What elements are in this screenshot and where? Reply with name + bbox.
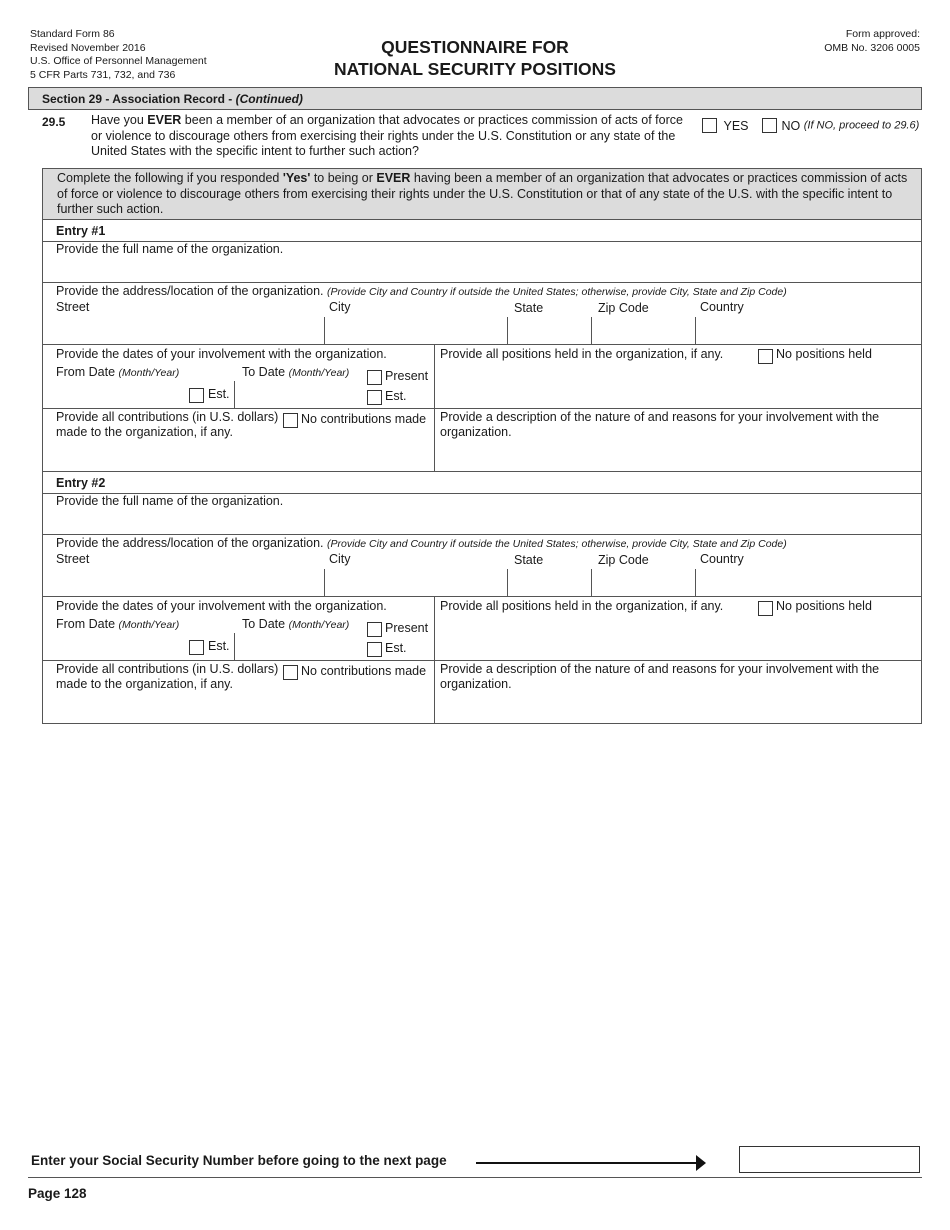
from-date-text: From Date (56, 365, 116, 379)
country-label: Country (700, 300, 744, 314)
no-note: (If NO, proceed to 29.6) (803, 119, 920, 132)
question-text-ever: EVER (147, 113, 182, 127)
no-contributions-checkbox[interactable] (283, 413, 298, 428)
address-note: (Provide City and Country if outside the United States; otherwise, provide City, State and Zip Code) (327, 538, 787, 550)
state-label: State (514, 553, 544, 567)
from-est-checkbox[interactable] (189, 388, 204, 403)
approval-line1: Form approved: (845, 28, 920, 40)
section-header (28, 87, 922, 110)
contributions-label-1: Provide all contributions (in U.S. dollars) (56, 410, 279, 424)
yes-label: YES (723, 118, 749, 133)
section-title: Section 29 - Association Record - (42, 92, 236, 106)
address-label (56, 284, 787, 301)
entry-title: Entry #1 (56, 224, 106, 238)
contributions-label-2: made to the organization, if any. (56, 425, 233, 439)
no-contributions-checkbox[interactable] (283, 665, 298, 680)
street-label: Street (56, 300, 90, 314)
description-label-2: organization. (440, 677, 512, 691)
to-date-text: To Date (242, 617, 286, 631)
instruction-band (42, 168, 922, 220)
state-field[interactable] (508, 317, 591, 344)
address-note: (Provide City and Country if outside the United States; otherwise, provide City, State and Zip Code) (327, 286, 787, 298)
yes-checkbox[interactable] (702, 118, 717, 133)
from-date-label (56, 365, 179, 382)
street-field[interactable] (56, 569, 324, 596)
entry-1 (42, 220, 922, 472)
to-date-field[interactable] (238, 633, 363, 660)
divider (43, 282, 921, 283)
city-label: City (329, 552, 351, 566)
form-title-line2: NATIONAL SECURITY POSITIONS (334, 59, 616, 79)
to-date-note: (Month/Year) (288, 367, 350, 379)
from-est-label: Est. (208, 387, 230, 401)
to-date-field[interactable] (238, 381, 363, 408)
country-label: Country (700, 552, 744, 566)
zip-field[interactable] (592, 569, 695, 596)
present-label: Present (385, 369, 429, 383)
no-label: NO (781, 118, 801, 133)
state-label: State (514, 301, 544, 315)
to-est-checkbox[interactable] (367, 642, 382, 657)
question-text (91, 113, 691, 160)
from-date-label (56, 617, 179, 634)
description-label-2: organization. (440, 425, 512, 439)
description-field[interactable] (440, 442, 918, 469)
zip-label: Zip Code (598, 301, 649, 315)
instruction-part3: having been a member of an organization that advocates or practices commission of acts of force or violence to discourage others from exercising their rights under the U.S. Constitution or that of any state of the U.S. with the specific intent to further such action. (57, 171, 908, 216)
from-date-field[interactable] (56, 633, 186, 660)
no-contributions-label: No contributions made (301, 664, 427, 678)
country-field[interactable] (696, 317, 921, 344)
from-date-field[interactable] (56, 381, 186, 408)
description-label-1: Provide a description of the nature of and reasons for your involvement with the (440, 410, 880, 424)
positions-field[interactable] (440, 366, 918, 406)
present-checkbox[interactable] (367, 622, 382, 637)
positions-field[interactable] (440, 618, 918, 658)
instruction-part2: to being or (310, 171, 377, 185)
from-est-label: Est. (208, 639, 230, 653)
to-date-label (242, 617, 349, 634)
instruction-yes: 'Yes' (282, 171, 311, 185)
to-est-checkbox[interactable] (367, 390, 382, 405)
no-positions-label: No positions held (776, 599, 872, 613)
arrow-head-icon (696, 1155, 706, 1171)
present-checkbox[interactable] (367, 370, 382, 385)
form-line: Revised November 2016 (30, 41, 146, 54)
address-label-text: Provide the address/location of the organization. (56, 536, 324, 550)
question-text-post: been a member of an organization that advocates or practices commission of acts of force or violence to discourage others from exercising their rights under the U.S. Constitution or any state of the United States with the specific intent to further such action? (91, 113, 683, 158)
dates-label: Provide the dates of your involvement with the organization. (56, 347, 387, 361)
state-field[interactable] (508, 569, 591, 596)
address-label (56, 536, 787, 553)
yes-option (702, 118, 749, 133)
page-number: Page 128 (28, 1186, 87, 1201)
zip-label: Zip Code (598, 553, 649, 567)
org-name-label: Provide the full name of the organization. (56, 494, 284, 508)
dates-label: Provide the dates of your involvement with the organization. (56, 599, 387, 613)
country-field[interactable] (696, 569, 921, 596)
question-number: 29.5 (42, 115, 66, 129)
to-est-label: Est. (385, 389, 407, 403)
from-est-checkbox[interactable] (189, 640, 204, 655)
entry-2 (42, 472, 922, 724)
contributions-field[interactable] (56, 694, 431, 721)
form-approval (824, 28, 920, 55)
contributions-field[interactable] (56, 442, 431, 469)
ssn-prompt: Enter your Social Security Number before going to the next page (31, 1153, 447, 1168)
form-line: 5 CFR Parts 731, 732, and 736 (30, 68, 176, 81)
no-checkbox[interactable] (762, 118, 777, 133)
form-line: U.S. Office of Personnel Management (30, 55, 207, 67)
divider (234, 381, 235, 408)
divider (43, 534, 921, 535)
divider (43, 660, 921, 661)
to-date-note: (Month/Year) (288, 619, 350, 631)
description-label-1: Provide a description of the nature of and reasons for your involvement with the (440, 662, 880, 676)
present-label: Present (385, 621, 429, 635)
form-title-line1: QUESTIONNAIRE FOR (381, 37, 569, 57)
question-text-pre: Have you (91, 113, 148, 127)
no-positions-label: No positions held (776, 347, 872, 361)
no-option (762, 118, 919, 133)
city-field[interactable] (325, 569, 507, 596)
street-field[interactable] (56, 317, 324, 344)
org-name-label: Provide the full name of the organization. (56, 242, 284, 256)
entry-title: Entry #2 (56, 476, 106, 490)
from-date-text: From Date (56, 617, 116, 631)
org-name-field[interactable] (56, 510, 916, 534)
from-date-note: (Month/Year) (118, 619, 180, 631)
approval-line2: OMB No. 3206 0005 (824, 41, 920, 54)
contributions-label-1: Provide all contributions (in U.S. dollars) (56, 662, 279, 676)
form-title (0, 36, 950, 80)
street-label: Street (56, 552, 90, 566)
contributions-label-2: made to the organization, if any. (56, 677, 233, 691)
description-field[interactable] (440, 694, 918, 721)
footer-divider (28, 1177, 922, 1178)
no-positions-checkbox[interactable] (758, 601, 773, 616)
zip-field[interactable] (592, 317, 695, 344)
divider (234, 633, 235, 660)
positions-label: Provide all positions held in the organization, if any. (440, 599, 724, 613)
no-positions-checkbox[interactable] (758, 349, 773, 364)
to-date-text: To Date (242, 365, 286, 379)
divider (43, 408, 921, 409)
address-label-text: Provide the address/location of the organization. (56, 284, 324, 298)
instruction-ever: EVER (376, 171, 411, 185)
no-contributions-label: No contributions made (301, 412, 427, 426)
city-label: City (329, 300, 351, 314)
to-date-label (242, 365, 349, 382)
to-est-label: Est. (385, 641, 407, 655)
city-field[interactable] (325, 317, 507, 344)
positions-label: Provide all positions held in the organization, if any. (440, 347, 724, 361)
org-name-field[interactable] (56, 258, 916, 282)
arrow-right-icon (476, 1162, 698, 1164)
divider (43, 344, 921, 345)
ssn-input-box[interactable] (739, 1146, 920, 1173)
from-date-note: (Month/Year) (118, 367, 180, 379)
instruction-part1: Complete the following if you responded (57, 171, 283, 185)
section-continued: (Continued) (235, 92, 303, 106)
form-line: Standard Form 86 (30, 28, 115, 40)
divider (43, 596, 921, 597)
